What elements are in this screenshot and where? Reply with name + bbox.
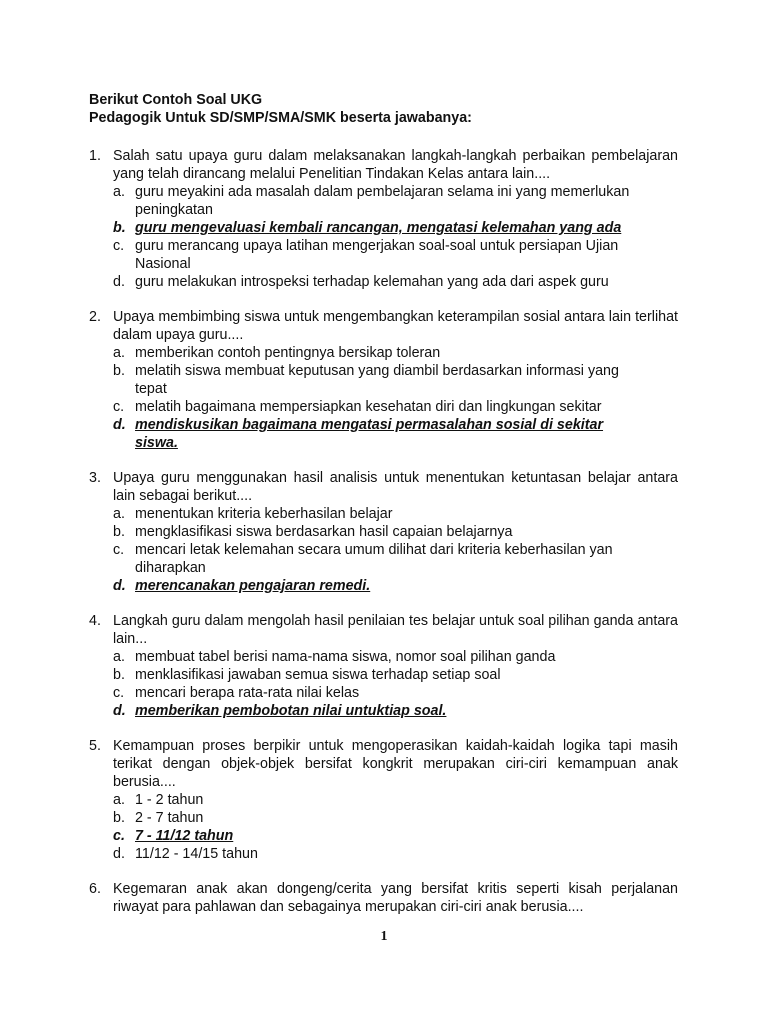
option-text: 2 - 7 tahun: [135, 810, 204, 826]
document-page: [89, 91, 678, 916]
document-title: Berikut Contoh Soal UKG: [89, 92, 263, 108]
option-text: melatih bagaimana mempersiapkan kesehatan diri dan lingkungan sekitar: [135, 399, 602, 415]
option-letter: b.: [113, 667, 125, 683]
option-c: [113, 541, 678, 577]
question-2: [89, 308, 678, 452]
question-stem: [89, 308, 678, 344]
option-letter: a.: [113, 345, 125, 361]
option-a: [113, 183, 678, 219]
option-b: [113, 523, 678, 541]
option-letter: b.: [113, 810, 125, 826]
option-text: mengklasifikasi siswa berdasarkan hasil capaian belajarnya: [135, 524, 513, 540]
option-c: [113, 398, 678, 416]
option-text: membuat tabel berisi nama-nama siswa, nomor soal pilihan ganda: [135, 649, 556, 665]
question-stem: [89, 147, 678, 183]
option-letter: c.: [113, 542, 125, 558]
option-letter: d.: [113, 417, 126, 433]
option-letter: b.: [113, 220, 126, 236]
question-3: [89, 469, 678, 595]
option-c: [113, 237, 678, 273]
option-letter: d.: [113, 846, 125, 862]
option-text: mendiskusikan bagaimana mengatasi permasalahan sosial di sekitar siswa.: [135, 417, 604, 451]
option-b-correct-answer: [113, 219, 678, 237]
question-text: Kegemaran anak akan dongeng/cerita yang bersifat kritis seperti kisah perjalanan riwayat para pahlawan dan sebagainya merupakan ciri-ciri anak berusia....: [113, 881, 678, 915]
option-letter: c.: [113, 238, 125, 254]
option-text: menentukan kriteria keberhasilan belajar: [135, 506, 393, 522]
question-5: [89, 737, 678, 863]
question-number: 6.: [89, 881, 101, 897]
option-letter: d.: [113, 274, 125, 290]
option-letter: c.: [113, 828, 125, 844]
option-d: [113, 273, 678, 291]
option-text: mencari berapa rata-rata nilai kelas: [135, 685, 360, 701]
question-text: Upaya membimbing siswa untuk mengembangkan keterampilan sosial antara lain terlihat dalam upaya guru....: [113, 309, 678, 343]
option-b: [113, 362, 678, 398]
question-text: Upaya guru menggunakan hasil analisis untuk menentukan ketuntasan belajar antara lain sebagai berikut....: [113, 470, 678, 504]
option-letter: a.: [113, 184, 125, 200]
question-stem: [89, 612, 678, 648]
option-letter: c.: [113, 399, 125, 415]
question-6: [89, 880, 678, 916]
option-a: [113, 791, 678, 809]
option-b: [113, 809, 678, 827]
option-text: 11/12 - 14/15 tahun: [135, 846, 258, 862]
option-list: [89, 648, 678, 720]
option-text: 1 - 2 tahun: [135, 792, 204, 808]
option-text: guru merancang upaya latihan mengerjakan soal-soal untuk persiapan Ujian Nasional: [135, 238, 619, 272]
option-list: [89, 183, 678, 291]
question-number: 5.: [89, 738, 101, 754]
option-letter: b.: [113, 524, 125, 540]
option-b: [113, 666, 678, 684]
question-number: 1.: [89, 148, 101, 164]
option-d-correct-answer: [113, 702, 678, 720]
option-letter: d.: [113, 578, 126, 594]
option-letter: d.: [113, 703, 126, 719]
option-d: [113, 845, 678, 863]
option-text: merencanakan pengajaran remedi.: [135, 578, 371, 594]
option-d-correct-answer: [113, 577, 678, 595]
option-d-correct-answer: [113, 416, 678, 452]
question-stem: [89, 469, 678, 505]
option-text: memberikan pembobotan nilai untuktiap soal.: [135, 703, 447, 719]
question-number: 3.: [89, 470, 101, 486]
question-4: [89, 612, 678, 720]
option-text: guru mengevaluasi kembali rancangan, mengatasi kelemahan yang ada: [135, 220, 622, 236]
option-text: memberikan contoh pentingnya bersikap toleran: [135, 345, 441, 361]
option-text: mencari letak kelemahan secara umum dilihat dari kriteria keberhasilan yan diharapkan: [135, 542, 613, 576]
question-text: Langkah guru dalam mengolah hasil penilaian tes belajar untuk soal pilihan ganda antara lain...: [113, 613, 678, 647]
option-list: [89, 344, 678, 452]
option-list: [89, 791, 678, 863]
page-number: 1: [380, 929, 388, 944]
question-stem: [89, 880, 678, 916]
question-1: [89, 147, 678, 291]
option-c: [113, 684, 678, 702]
option-a: [113, 344, 678, 362]
question-number: 4.: [89, 613, 101, 629]
question-number: 2.: [89, 309, 101, 325]
option-letter: a.: [113, 649, 125, 665]
option-list: [89, 505, 678, 595]
option-text: menklasifikasi jawaban semua siswa terhadap setiap soal: [135, 667, 501, 683]
question-text: Kemampuan proses berpikir untuk mengoperasikan kaidah-kaidah logika tapi masih terikat dengan objek-objek bersifat kongkrit merupakan ciri-ciri kemampuan anak berusia....: [113, 738, 678, 790]
option-letter: b.: [113, 363, 125, 379]
option-text: guru meyakini ada masalah dalam pembelajaran selama ini yang memerlukan peningkatan: [135, 184, 630, 218]
option-text: 7 - 11/12 tahun: [135, 828, 234, 844]
question-stem: [89, 737, 678, 791]
question-text: Salah satu upaya guru dalam melaksanakan langkah-langkah perbaikan pembelajaran yang telah dirancang melalui Penelitian Tindakan Kelas antara lain....: [113, 148, 678, 182]
option-text: guru melakukan introspeksi terhadap kelemahan yang ada dari aspek guru: [135, 274, 609, 290]
option-c-correct-answer: [113, 827, 678, 845]
option-a: [113, 648, 678, 666]
option-letter: a.: [113, 792, 125, 808]
option-text: melatih siswa membuat keputusan yang diambil berdasarkan informasi yang tepat: [135, 363, 619, 397]
option-letter: a.: [113, 506, 125, 522]
document-subtitle: Pedagogik Untuk SD/SMP/SMA/SMK beserta jawabanya:: [89, 110, 472, 126]
option-letter: c.: [113, 685, 125, 701]
option-a: [113, 505, 678, 523]
